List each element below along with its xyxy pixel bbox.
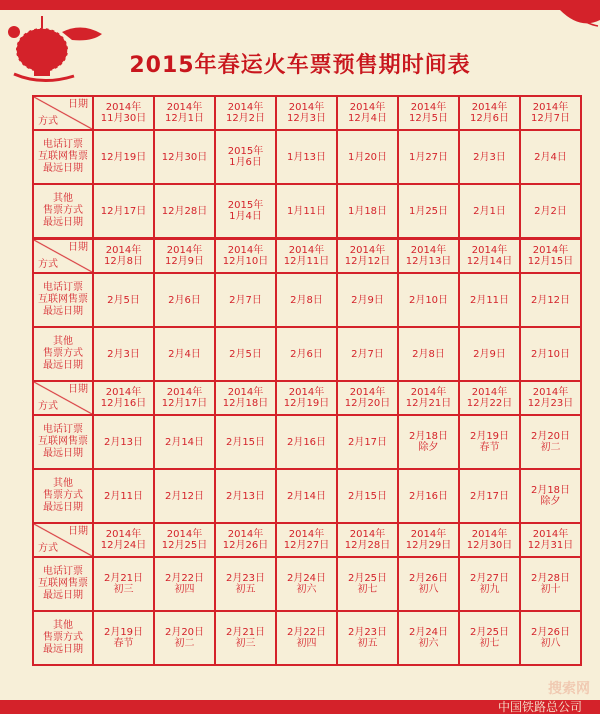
phone-online-row-label: 电话订票 互联网售票 最远日期 <box>33 273 93 327</box>
purchase-date-cell: 2014年 12月9日 <box>154 239 215 273</box>
other-method-row-label: 其他 售票方式 最远日期 <box>33 184 93 238</box>
other-method-date-cell: 2015年 1月4日 <box>215 184 276 238</box>
other-method-date-cell: 12月28日 <box>154 184 215 238</box>
other-method-row-label: 其他 售票方式 最远日期 <box>33 469 93 523</box>
purchase-date-cell: 2014年 12月15日 <box>520 239 581 273</box>
phone-online-date-cell: 2月3日 <box>459 130 520 184</box>
phone-online-date-cell: 2月9日 <box>337 273 398 327</box>
other-method-date-cell: 2月19日 春节 <box>93 611 154 665</box>
other-method-date-cell: 2月26日 初八 <box>520 611 581 665</box>
other-method-date-cell: 1月11日 <box>276 184 337 238</box>
other-method-date-cell: 2月13日 <box>215 469 276 523</box>
other-method-row-label: 其他 售票方式 最远日期 <box>33 611 93 665</box>
purchase-date-cell: 2014年 12月3日 <box>276 96 337 130</box>
phone-online-date-cell: 2月15日 <box>215 415 276 469</box>
other-method-date-cell: 2月23日 初五 <box>337 611 398 665</box>
other-method-date-cell: 2月12日 <box>154 469 215 523</box>
phone-online-date-cell: 2月16日 <box>276 415 337 469</box>
phone-online-date-cell: 12月30日 <box>154 130 215 184</box>
other-method-date-cell: 2月4日 <box>154 327 215 381</box>
other-method-date-cell: 2月11日 <box>93 469 154 523</box>
purchase-date-cell: 2014年 12月17日 <box>154 381 215 415</box>
phone-online-date-cell: 2月13日 <box>93 415 154 469</box>
purchase-date-cell: 2014年 12月7日 <box>520 96 581 130</box>
header-date-label: 日期 <box>68 526 88 537</box>
schedule-table <box>32 522 582 666</box>
phone-online-date-cell: 2月27日 初九 <box>459 557 520 611</box>
purchase-date-cell: 2014年 12月30日 <box>459 523 520 557</box>
header-method-label: 方式 <box>38 543 58 554</box>
other-method-date-cell: 2月25日 初七 <box>459 611 520 665</box>
other-method-date-cell: 2月20日 初二 <box>154 611 215 665</box>
other-method-date-cell: 1月25日 <box>398 184 459 238</box>
phone-online-date-cell: 2月19日 春节 <box>459 415 520 469</box>
purchase-date-cell: 2014年 12月31日 <box>520 523 581 557</box>
phone-online-date-cell: 2月18日 除夕 <box>398 415 459 469</box>
header-date-label: 日期 <box>68 99 88 110</box>
other-method-date-cell: 2月16日 <box>398 469 459 523</box>
other-method-row-label: 其他 售票方式 最远日期 <box>33 327 93 381</box>
phone-online-date-cell: 2月5日 <box>93 273 154 327</box>
phone-online-date-cell: 2015年 1月6日 <box>215 130 276 184</box>
header-method-label: 方式 <box>38 116 58 127</box>
phone-online-date-cell: 2月22日 初四 <box>154 557 215 611</box>
phone-online-date-cell: 2月21日 初三 <box>93 557 154 611</box>
other-method-date-cell: 2月18日 除夕 <box>520 469 581 523</box>
phone-online-date-cell: 2月7日 <box>215 273 276 327</box>
phone-online-date-cell: 1月13日 <box>276 130 337 184</box>
other-method-date-cell: 2月9日 <box>459 327 520 381</box>
purchase-date-cell: 2014年 12月10日 <box>215 239 276 273</box>
purchase-date-cell: 2014年 12月23日 <box>520 381 581 415</box>
purchase-date-cell: 2014年 12月16日 <box>93 381 154 415</box>
other-method-date-cell: 2月8日 <box>398 327 459 381</box>
phone-online-date-cell: 2月8日 <box>276 273 337 327</box>
phone-online-date-cell: 2月28日 初十 <box>520 557 581 611</box>
phone-online-date-cell: 2月23日 初五 <box>215 557 276 611</box>
schedule-table <box>32 95 582 239</box>
phone-online-date-cell: 2月26日 初八 <box>398 557 459 611</box>
other-method-date-cell: 2月10日 <box>520 327 581 381</box>
purchase-date-cell: 2014年 12月4日 <box>337 96 398 130</box>
phone-online-date-cell: 2月11日 <box>459 273 520 327</box>
purchase-date-cell: 2014年 12月6日 <box>459 96 520 130</box>
other-method-date-cell: 2月1日 <box>459 184 520 238</box>
phone-online-date-cell: 1月27日 <box>398 130 459 184</box>
phone-online-date-cell: 2月10日 <box>398 273 459 327</box>
purchase-date-cell: 2014年 12月8日 <box>93 239 154 273</box>
purchase-date-cell: 2014年 12月14日 <box>459 239 520 273</box>
phone-online-date-cell: 2月12日 <box>520 273 581 327</box>
purchase-date-cell: 2014年 12月26日 <box>215 523 276 557</box>
schedule-table <box>32 380 582 524</box>
purchase-date-cell: 2014年 12月28日 <box>337 523 398 557</box>
other-method-date-cell: 2月22日 初四 <box>276 611 337 665</box>
phone-online-date-cell: 2月6日 <box>154 273 215 327</box>
other-method-date-cell: 2月14日 <box>276 469 337 523</box>
phone-online-date-cell: 12月19日 <box>93 130 154 184</box>
phone-online-date-cell: 2月20日 初二 <box>520 415 581 469</box>
footer-source: 中国铁路总公司 <box>497 700 582 714</box>
other-method-date-cell: 2月2日 <box>520 184 581 238</box>
corner-header <box>33 239 93 273</box>
purchase-date-cell: 2014年 12月13日 <box>398 239 459 273</box>
corner-decoration <box>540 10 600 50</box>
purchase-date-cell: 2014年 12月21日 <box>398 381 459 415</box>
corner-header <box>33 523 93 557</box>
watermark: 搜索网 <box>548 681 590 697</box>
phone-online-date-cell: 2月14日 <box>154 415 215 469</box>
phone-online-row-label: 电话订票 互联网售票 最远日期 <box>33 557 93 611</box>
phone-online-row-label: 电话订票 互联网售票 最远日期 <box>33 415 93 469</box>
page-title: 2015年春运火车票预售期时间表 <box>129 53 471 78</box>
header-date-label: 日期 <box>68 242 88 253</box>
purchase-date-cell: 2014年 12月24日 <box>93 523 154 557</box>
phone-online-row-label: 电话订票 互联网售票 最远日期 <box>33 130 93 184</box>
purchase-date-cell: 2014年 12月1日 <box>154 96 215 130</box>
purchase-date-cell: 2014年 12月29日 <box>398 523 459 557</box>
header-method-label: 方式 <box>38 401 58 412</box>
phone-online-date-cell: 2月17日 <box>337 415 398 469</box>
other-method-date-cell: 2月7日 <box>337 327 398 381</box>
header-date-label: 日期 <box>68 384 88 395</box>
purchase-date-cell: 2014年 12月22日 <box>459 381 520 415</box>
other-method-date-cell: 2月21日 初三 <box>215 611 276 665</box>
purchase-date-cell: 2014年 12月12日 <box>337 239 398 273</box>
purchase-date-cell: 2014年 12月11日 <box>276 239 337 273</box>
header-method-label: 方式 <box>38 259 58 270</box>
phone-online-date-cell: 2月25日 初七 <box>337 557 398 611</box>
other-method-date-cell: 2月17日 <box>459 469 520 523</box>
other-method-date-cell: 2月3日 <box>93 327 154 381</box>
corner-header <box>33 96 93 130</box>
purchase-date-cell: 2014年 12月2日 <box>215 96 276 130</box>
purchase-date-cell: 2014年 12月18日 <box>215 381 276 415</box>
purchase-date-cell: 2014年 12月19日 <box>276 381 337 415</box>
other-method-date-cell: 2月6日 <box>276 327 337 381</box>
other-method-date-cell: 2月24日 初六 <box>398 611 459 665</box>
purchase-date-cell: 2014年 12月5日 <box>398 96 459 130</box>
purchase-date-cell: 2014年 12月20日 <box>337 381 398 415</box>
phone-online-date-cell: 2月4日 <box>520 130 581 184</box>
purchase-date-cell: 2014年 11月30日 <box>93 96 154 130</box>
other-method-date-cell: 2月5日 <box>215 327 276 381</box>
schedule-table <box>32 238 582 382</box>
other-method-date-cell: 1月18日 <box>337 184 398 238</box>
other-method-date-cell: 12月17日 <box>93 184 154 238</box>
purchase-date-cell: 2014年 12月27日 <box>276 523 337 557</box>
other-method-date-cell: 2月15日 <box>337 469 398 523</box>
phone-online-date-cell: 1月20日 <box>337 130 398 184</box>
corner-header <box>33 381 93 415</box>
phone-online-date-cell: 2月24日 初六 <box>276 557 337 611</box>
purchase-date-cell: 2014年 12月25日 <box>154 523 215 557</box>
